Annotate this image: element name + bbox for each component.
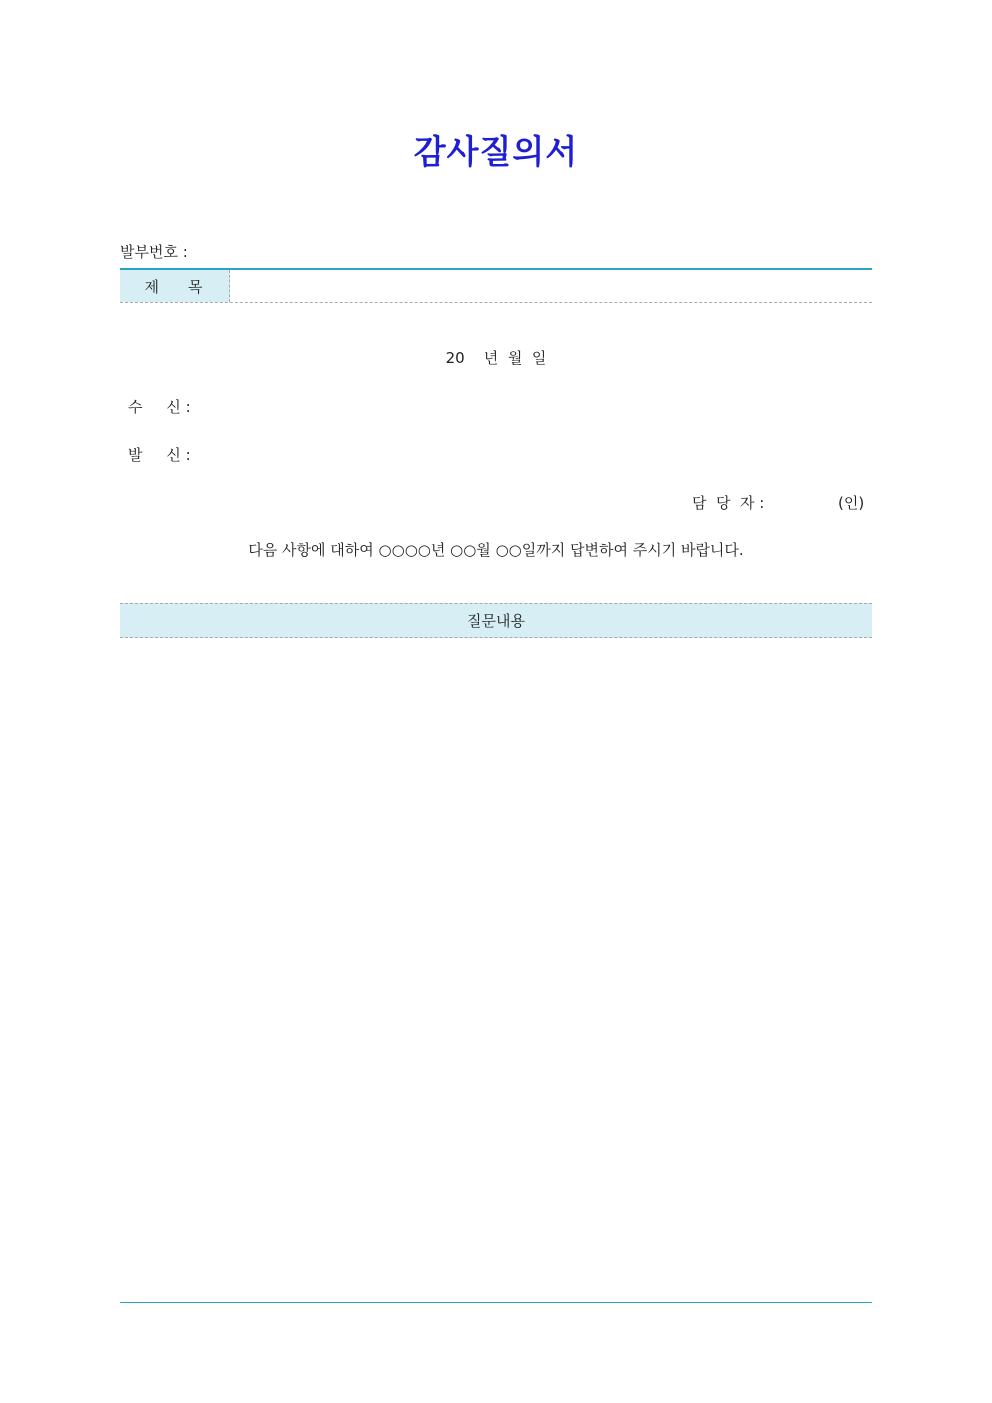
request-text: 다음 사항에 대하여 ○○○○년 ○○월 ○○일까지 답변하여 주시기 바랍니다. bbox=[248, 541, 744, 559]
date-line: 20 년 월 일 bbox=[445, 349, 547, 367]
subject-label: 제 목 bbox=[120, 270, 230, 302]
bottom-divider bbox=[120, 1302, 872, 1303]
subject-table bbox=[120, 268, 872, 303]
sender-label: 발 신 : bbox=[128, 446, 191, 464]
subject-value-field[interactable] bbox=[230, 270, 872, 302]
doc-number-label: 발부번호 : bbox=[120, 243, 188, 261]
document-title: 감사질의서 bbox=[413, 132, 579, 171]
manager-label: 담 당 자 : bbox=[692, 494, 765, 512]
seal-label: (인) bbox=[838, 494, 865, 512]
recipient-label: 수 신 : bbox=[128, 398, 191, 416]
question-header: 질문내용 bbox=[120, 603, 872, 638]
